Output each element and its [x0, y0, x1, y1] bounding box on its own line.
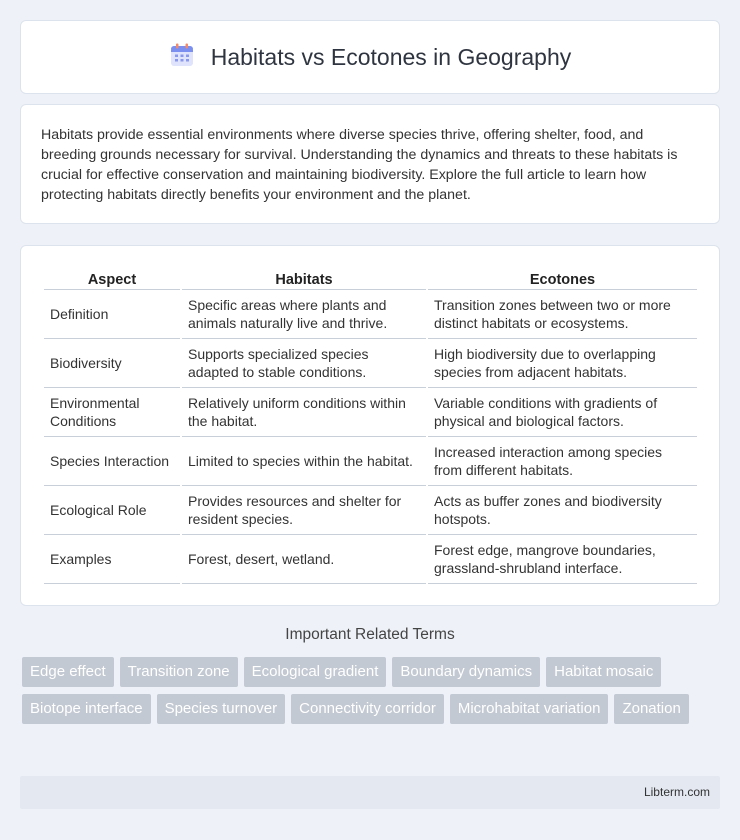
table-row [44, 437, 697, 486]
table-row [44, 535, 697, 584]
tag-edge-effect[interactable]: Edge effect [22, 657, 114, 687]
comparison-table [42, 266, 699, 584]
cell-habitats: Provides resources and shelter for resident species. [182, 486, 426, 535]
table-row [44, 339, 697, 388]
tag-microhabitat-variation[interactable]: Microhabitat variation [450, 694, 609, 724]
tag-transition-zone[interactable]: Transition zone [120, 657, 238, 687]
cell-habitats: Forest, desert, wetland. [182, 535, 426, 584]
table-row [44, 388, 697, 437]
cell-aspect: Examples [44, 535, 180, 584]
title-wrap [169, 42, 572, 73]
tag-species-turnover[interactable]: Species turnover [157, 694, 286, 724]
footer-site-link[interactable]: Libterm.com [643, 785, 710, 799]
cell-aspect: Biodiversity [44, 339, 180, 388]
cell-habitats: Relatively uniform conditions within the habitat. [182, 388, 426, 437]
header-ecotones: Ecotones [428, 266, 697, 290]
cell-ecotones: Increased interaction among species from different habitats. [428, 437, 697, 486]
intro-card [20, 104, 720, 224]
cell-habitats: Supports specialized species adapted to stable conditions. [182, 339, 426, 388]
cell-habitats: Specific areas where plants and animals naturally live and thrive. [182, 290, 426, 339]
cell-aspect: Environmental Conditions [44, 388, 180, 437]
cell-ecotones: Acts as buffer zones and biodiversity hotspots. [428, 486, 697, 535]
cell-ecotones: Transition zones between two or more distinct habitats or ecosystems. [428, 290, 697, 339]
comparison-card [20, 245, 720, 606]
header-aspect: Aspect [44, 266, 180, 290]
header-card [20, 20, 720, 94]
tag-zonation[interactable]: Zonation [614, 694, 688, 724]
tag-connectivity-corridor[interactable]: Connectivity corridor [291, 694, 444, 724]
intro-paragraph: Habitats provide essential environments where diverse species thrive, offering shelter, food, and breeding grounds necessary for survival. Understanding the dynamics and threats to these habitats is crucial for effective conservation and maintaining biodiversity. Explore the full article to learn how protecting habitats directly benefits your environment and the planet. [41, 127, 678, 203]
cell-ecotones: High biodiversity due to overlapping species from adjacent habitats. [428, 339, 697, 388]
related-terms-title: Important Related Terms [285, 626, 455, 643]
cell-ecotones: Forest edge, mangrove boundaries, grassland-shrubland interface. [428, 535, 697, 584]
tag-habitat-mosaic[interactable]: Habitat mosaic [546, 657, 661, 687]
header-habitats: Habitats [182, 266, 426, 290]
page-title: Habitats vs Ecotones in Geography [210, 43, 572, 70]
cell-aspect: Ecological Role [44, 486, 180, 535]
table-row [44, 486, 697, 535]
tag-ecological-gradient[interactable]: Ecological gradient [244, 657, 387, 687]
tag-boundary-dynamics[interactable]: Boundary dynamics [392, 657, 540, 687]
table-header-row [44, 266, 697, 290]
tag-biotope-interface[interactable]: Biotope interface [22, 694, 151, 724]
cell-ecotones: Variable conditions with gradients of physical and biological factors. [428, 388, 697, 437]
table-row [44, 290, 697, 339]
cell-aspect: Species Interaction [44, 437, 180, 486]
calendar-icon [169, 42, 195, 73]
footer [20, 776, 720, 809]
cell-aspect: Definition [44, 290, 180, 339]
related-terms-list [22, 657, 722, 724]
cell-habitats: Limited to species within the habitat. [182, 437, 426, 486]
